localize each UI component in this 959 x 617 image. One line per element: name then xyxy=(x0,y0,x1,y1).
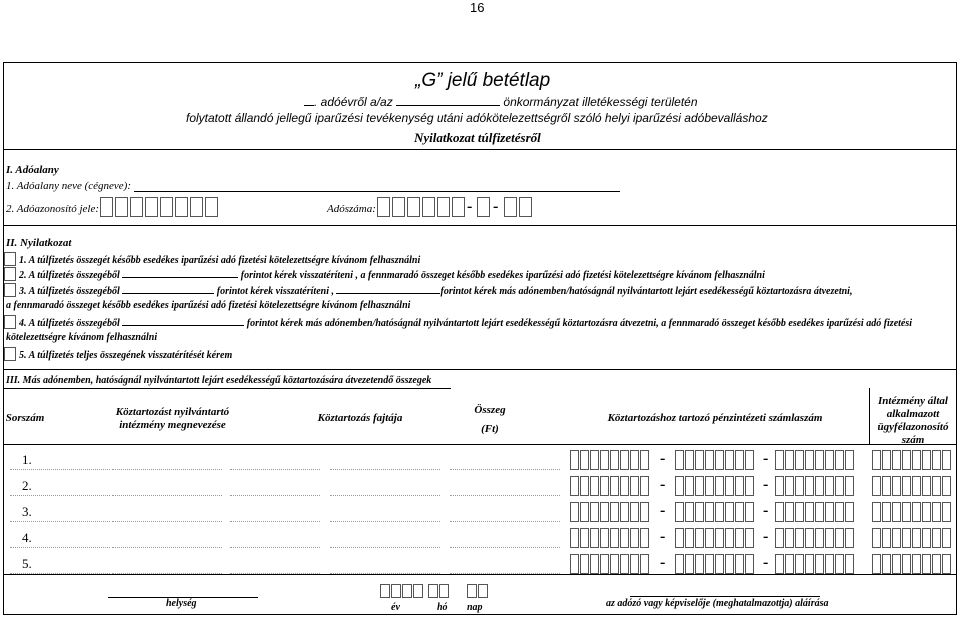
declaration-option-4[interactable]: 4. A túlfizetés összegéből forintot kérek más adónemben/hatóságnál nyilvántartott lejárt esedékességű köztartozásra átvezetni, a fennmaradó összeget később esedékes iparűzési adó fizetési xyxy=(4,315,912,329)
tax-number-boxes-2[interactable] xyxy=(477,197,492,217)
client-id-boxes[interactable] xyxy=(872,554,952,574)
row-number: 1. xyxy=(22,452,32,467)
account-number-boxes[interactable] xyxy=(675,450,755,470)
header-line1: . adóévről a/az önkormányzat illetékességi területén xyxy=(304,95,698,109)
account-number-dash: - xyxy=(660,528,666,545)
table-row xyxy=(0,554,959,580)
option-2-checkbox[interactable] xyxy=(4,267,16,281)
header-line2: folytatott állandó jellegű iparűzési tevékenység utáni adókötelezettségről szóló helyi iparűzési adóbevalláshoz xyxy=(186,111,768,125)
account-number-boxes[interactable] xyxy=(775,476,855,496)
option-5-checkbox[interactable] xyxy=(4,347,16,361)
account-number-boxes[interactable] xyxy=(775,502,855,522)
account-number-boxes[interactable] xyxy=(570,476,650,496)
form-subtitle: Nyilatkozat túlfizetésről xyxy=(414,130,541,145)
row-field-line[interactable] xyxy=(330,495,440,496)
taxpayer-name-field[interactable] xyxy=(134,191,620,192)
account-number-dash: - xyxy=(660,554,666,571)
table-row xyxy=(0,476,959,502)
option-3-checkbox[interactable] xyxy=(4,283,16,297)
client-id-boxes[interactable] xyxy=(872,528,952,548)
row-field-line[interactable] xyxy=(230,469,320,470)
row-field-line[interactable] xyxy=(450,469,560,470)
row-field-line[interactable] xyxy=(330,521,440,522)
row-field-line[interactable] xyxy=(112,469,222,470)
col-header-sorszam: Sorszám xyxy=(5,412,45,424)
form-title: „G” jelű betétlap xyxy=(415,70,551,91)
account-number-boxes[interactable] xyxy=(675,528,755,548)
option-1-checkbox[interactable] xyxy=(4,252,16,266)
row-field-line[interactable] xyxy=(112,547,222,548)
row-number: 2. xyxy=(22,478,32,493)
account-number-dash: - xyxy=(763,476,769,493)
row-number: 4. xyxy=(22,530,32,545)
row-field-line[interactable] xyxy=(330,547,440,548)
account-number-boxes[interactable] xyxy=(675,554,755,574)
row-field-line[interactable] xyxy=(10,469,110,470)
account-number-boxes[interactable] xyxy=(570,554,650,574)
tax-number-dash-2: - xyxy=(493,198,499,215)
tax-number-label: Adószáma: xyxy=(327,203,376,215)
account-number-dash: - xyxy=(660,476,666,493)
row-field-line[interactable] xyxy=(230,521,320,522)
taxpayer-id-boxes[interactable] xyxy=(100,197,220,217)
date-day-boxes[interactable] xyxy=(467,584,489,598)
account-number-boxes[interactable] xyxy=(570,450,650,470)
row-field-line[interactable] xyxy=(450,495,560,496)
date-year-label: év xyxy=(391,602,400,613)
signature-place-label: helység xyxy=(166,598,197,609)
row-field-line[interactable] xyxy=(330,469,440,470)
section2-heading: II. Nyilatkozat xyxy=(6,237,72,249)
declaration-option-3-cont: a fennmaradó összeget később esedékes iparűzési adó fizetési kötelezettségre kívánom felhasználni xyxy=(6,300,411,311)
declaration-option-5[interactable]: 5. A túlfizetés teljes összegének visszatérítését kérem xyxy=(4,347,232,361)
row-field-line[interactable] xyxy=(10,521,110,522)
section3-heading: III. Más adónemben, hatóságnál nyilvántartott lejárt esedékességű köztartozására átvezetendő összegek xyxy=(6,375,432,386)
col-header-fajta: Köztartozás fajtája xyxy=(317,412,403,424)
account-number-boxes[interactable] xyxy=(570,528,650,548)
account-number-boxes[interactable] xyxy=(675,476,755,496)
row-field-line[interactable] xyxy=(450,521,560,522)
tax-number-boxes-3[interactable] xyxy=(504,197,534,217)
client-id-boxes[interactable] xyxy=(872,502,952,522)
account-number-dash: - xyxy=(763,528,769,545)
taxpayer-name-label: 1. Adóalany neve (cégneve): xyxy=(6,180,132,192)
row-field-line[interactable] xyxy=(112,495,222,496)
tax-number-boxes-1[interactable] xyxy=(377,197,467,217)
declaration-option-2[interactable]: 2. A túlfizetés összegéből forintot kérek visszatéríteni , a fennmaradó összeget később esedékes iparűzési adó fizetési kötelezettségre kívánom felhasználni xyxy=(4,267,765,281)
account-number-boxes[interactable] xyxy=(775,528,855,548)
client-id-boxes[interactable] xyxy=(872,476,952,496)
account-number-dash: - xyxy=(660,502,666,519)
col-header-szamla: Köztartozáshoz tartozó pénzintézeti számlaszám xyxy=(607,412,823,424)
row-field-line[interactable] xyxy=(10,547,110,548)
row-field-line[interactable] xyxy=(230,495,320,496)
table-row xyxy=(0,502,959,528)
col-header-intezmeny: Köztartozást nyilvántartó intézmény megnevezése xyxy=(115,406,230,431)
declaration-option-3[interactable]: 3. A túlfizetés összegéből forintot kérek visszatéríteni , forintot kérek más adónemben/hatóságnál nyilvántartott lejárt esedékességű köztartozásra átvezetni, xyxy=(4,283,852,297)
account-number-boxes[interactable] xyxy=(675,502,755,522)
client-id-boxes[interactable] xyxy=(872,450,952,470)
declaration-option-1[interactable]: 1. A túlfizetés összegét később esedékes iparűzési adó fizetési kötelezettségre kívánom felhasználni xyxy=(4,252,420,266)
row-field-line[interactable] xyxy=(450,547,560,548)
table-row xyxy=(0,450,959,476)
row-field-line[interactable] xyxy=(230,547,320,548)
table-row xyxy=(0,528,959,554)
account-number-dash: - xyxy=(763,450,769,467)
col-header-osszeg: Összeg (Ft) xyxy=(474,404,506,435)
declaration-option-4-cont: kötelezettségre kívánom felhasználni xyxy=(6,332,158,343)
account-number-dash: - xyxy=(763,502,769,519)
date-month-boxes[interactable] xyxy=(428,584,450,598)
section1-heading: I. Adóalany xyxy=(6,164,59,176)
page-number: 16 xyxy=(470,0,485,15)
account-number-boxes[interactable] xyxy=(775,450,855,470)
taxpayer-id-label: 2. Adóazonosító jele: xyxy=(6,203,99,215)
row-field-line[interactable] xyxy=(112,521,222,522)
row-number: 5. xyxy=(22,556,32,571)
option-4-checkbox[interactable] xyxy=(4,315,16,329)
date-month-label: hó xyxy=(437,602,448,613)
date-day-label: nap xyxy=(467,602,483,613)
date-year-boxes[interactable] xyxy=(380,584,424,598)
account-number-boxes[interactable] xyxy=(570,502,650,522)
col-header-ugyfel: Intézmény által alkalmazott ügyfélazonosító szám xyxy=(877,395,949,446)
row-number: 3. xyxy=(22,504,32,519)
account-number-dash: - xyxy=(660,450,666,467)
signer-label: az adózó vagy képviselője (meghatalmazottja) aláírása xyxy=(606,598,829,609)
account-number-dash: - xyxy=(763,554,769,571)
tax-number-dash-1: - xyxy=(467,198,473,215)
row-field-line[interactable] xyxy=(10,495,110,496)
account-number-boxes[interactable] xyxy=(775,554,855,574)
